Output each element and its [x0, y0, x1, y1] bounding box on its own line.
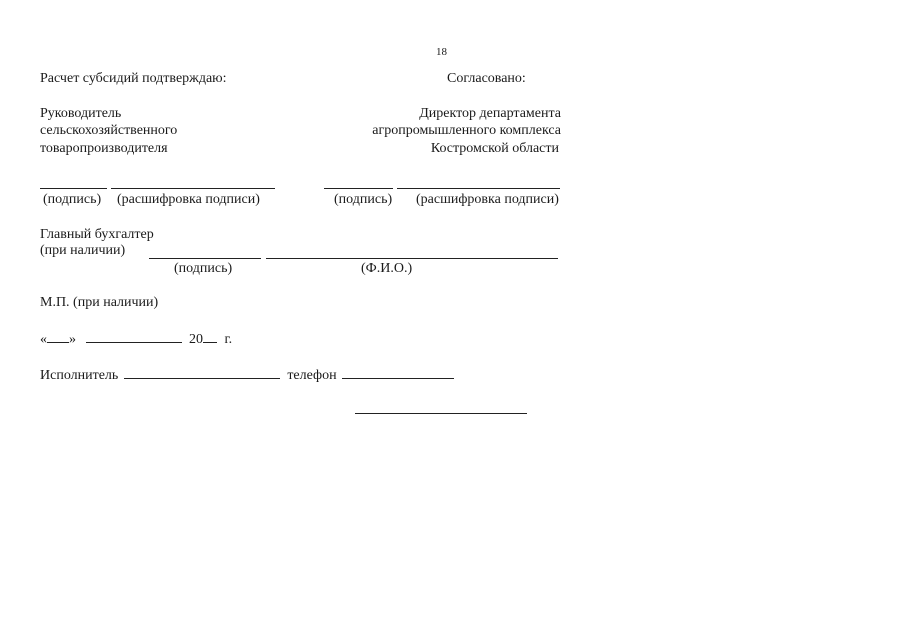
accountant-if-any: (при наличии): [40, 243, 126, 258]
right-block-line1: Директор департамента: [419, 106, 561, 121]
accountant-signature-caption: (подпись): [174, 261, 233, 276]
date-close-quote: »: [69, 332, 76, 347]
left-block-line2: сельскохозяйственного: [40, 123, 178, 138]
page-number: 18: [436, 46, 447, 58]
month-blank: [86, 330, 182, 343]
left-decoding-caption: (расшифровка подписи): [117, 192, 260, 207]
date-line: [40, 330, 232, 348]
left-signature-line: [40, 188, 107, 189]
right-header: Согласовано:: [447, 71, 526, 86]
executor-line: [40, 366, 454, 384]
right-block-line3: Костромской области: [430, 141, 559, 156]
accountant-title: Главный бухгалтер: [40, 227, 154, 242]
year-prefix: 20: [189, 332, 203, 347]
closing-separator-line: [355, 413, 527, 414]
phone-blank: [342, 366, 454, 379]
executor-label: Исполнитель: [40, 368, 119, 383]
date-open-quote: «: [40, 332, 47, 347]
accountant-name-line: [266, 258, 558, 259]
right-decoding-caption: (расшифровка подписи): [416, 192, 559, 207]
left-block-line3: товаропроизводителя: [40, 141, 168, 156]
left-header: Расчет субсидий подтверждаю:: [40, 71, 227, 86]
right-decoding-line: [397, 188, 560, 189]
phone-label: телефон: [287, 368, 337, 383]
left-signature-caption: (подпись): [43, 192, 102, 207]
left-block-line1: Руководитель: [40, 106, 122, 121]
accountant-name-caption: (Ф.И.О.): [361, 261, 413, 276]
year-blank: [203, 330, 217, 343]
left-decoding-line: [111, 188, 275, 189]
right-block-line2: агропромышленного комплекса: [372, 123, 561, 138]
day-blank: [47, 330, 69, 343]
right-signature-line: [324, 188, 393, 189]
year-suffix: г.: [224, 332, 233, 347]
right-signature-caption: (подпись): [334, 192, 393, 207]
accountant-signature-line: [149, 258, 261, 259]
stamp-label: М.П. (при наличии): [40, 295, 159, 310]
executor-blank: [124, 366, 280, 379]
